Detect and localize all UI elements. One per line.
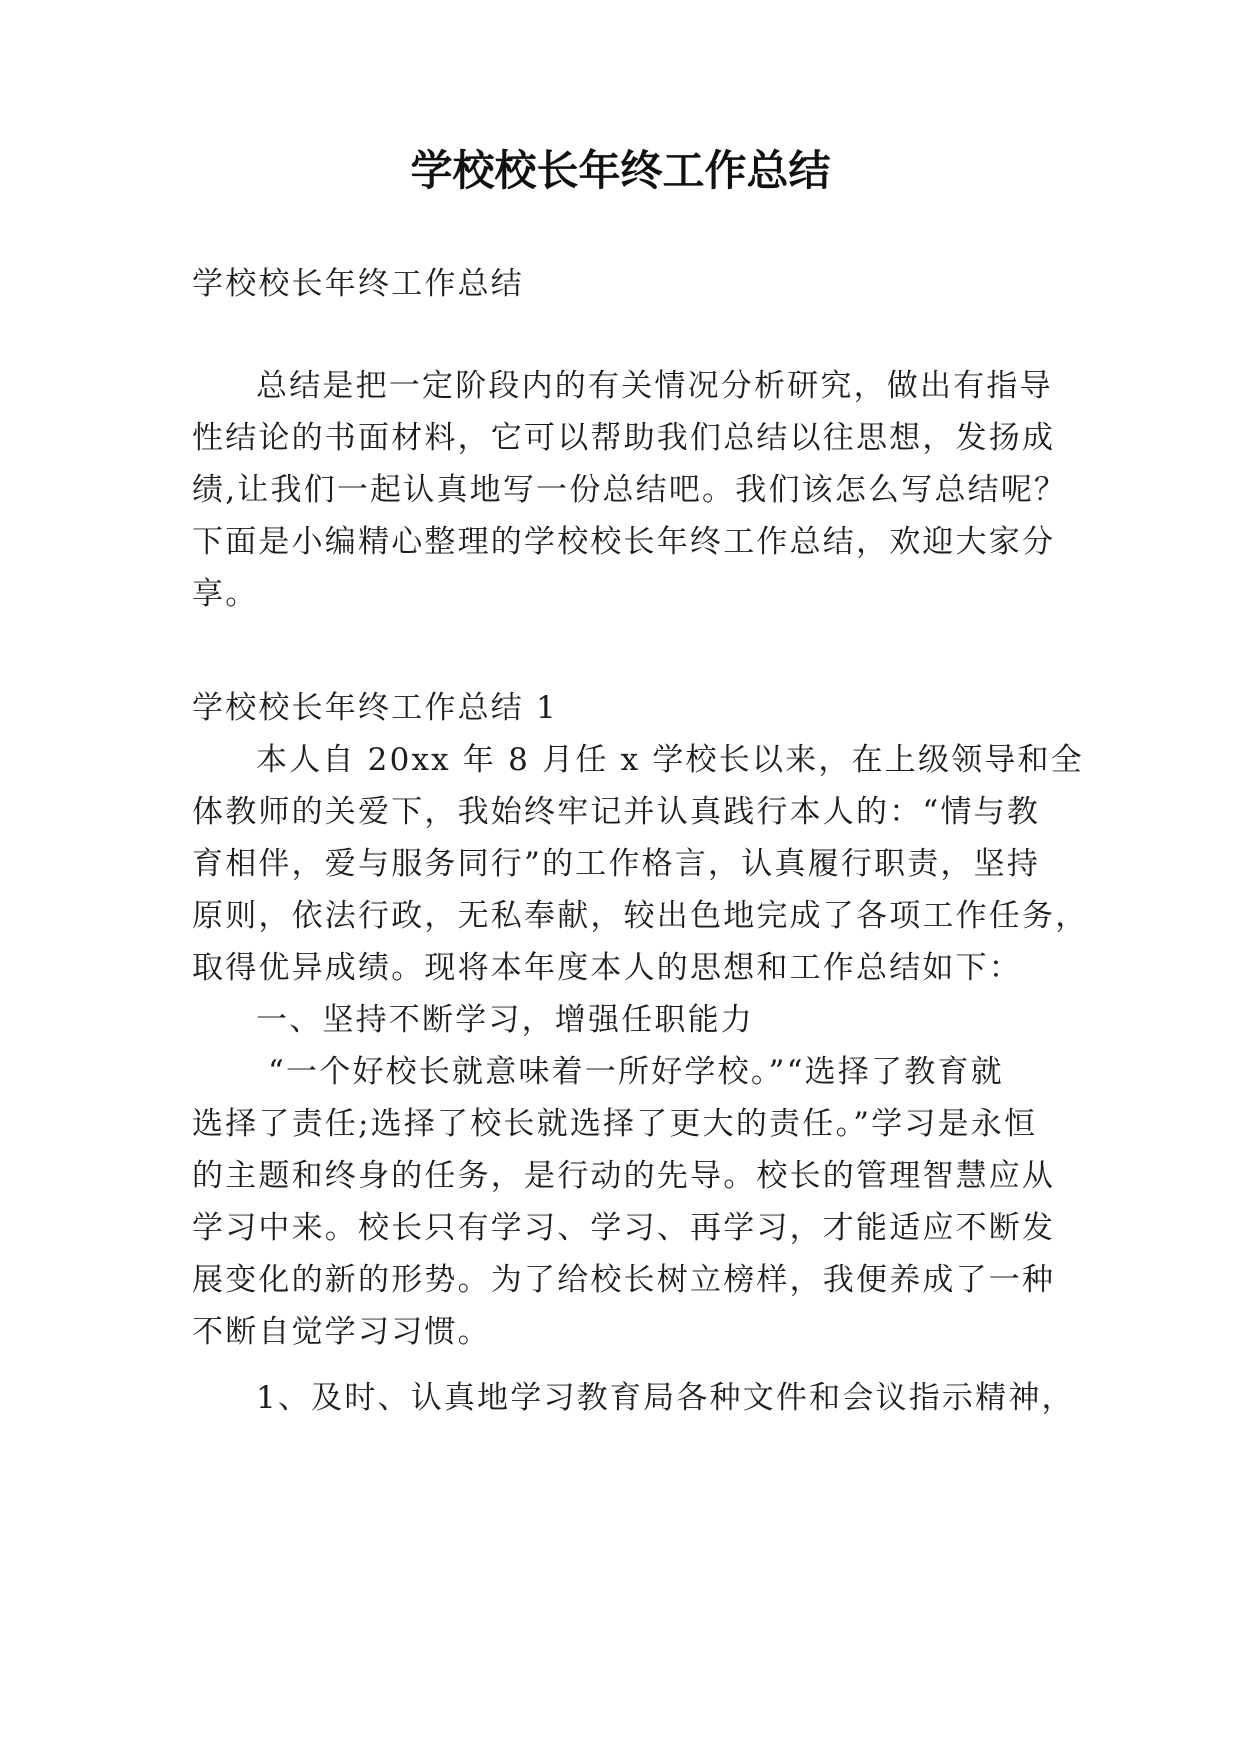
- document-subtitle: 学校校长年终工作总结: [192, 266, 524, 302]
- paragraph-line: 本人自 20xx 年 8 月任 x 学校长以来，在上级领导和全: [256, 742, 1084, 778]
- paragraph-line: 育相伴，爱与服务同行”的工作格言，认真履行职责，坚持: [192, 846, 1041, 882]
- paragraph-line: 原则，依法行政，无私奉献，较出色地完成了各项工作任务，: [192, 898, 1089, 934]
- paragraph-line: 的主题和终身的任务，是行动的先导。校长的管理智慧应从: [192, 1158, 1056, 1194]
- list-item: 1、及时、认真地学习教育局各种文件和会议指示精神，: [256, 1380, 1075, 1416]
- intro-line: 下面是小编精心整理的学校校长年终工作总结，欢迎大家分: [192, 524, 1056, 560]
- paragraph-line: 选择了责任;选择了校长就选择了更大的责任。”学习是永恒: [192, 1106, 1038, 1142]
- intro-line: 性结论的书面材料，它可以帮助我们总结以往思想，发扬成: [192, 420, 1056, 456]
- section-heading: 学校校长年终工作总结 1: [192, 690, 558, 726]
- paragraph-line: 不断自觉学习习惯。: [192, 1314, 491, 1350]
- document-title: 学校校长年终工作总结: [410, 146, 831, 195]
- paragraph-line: 体教师的关爱下，我始终牢记并认真践行本人的：“情与教: [192, 794, 1041, 830]
- paragraph-line: 学习中来。校长只有学习、学习、再学习，才能适应不断发: [192, 1210, 1056, 1246]
- intro-line: 总结是把一定阶段内的有关情况分析研究，做出有指导: [256, 368, 1053, 404]
- intro-line: 享。: [192, 576, 259, 612]
- intro-line: 绩,让我们一起认真地写一份总结吧。我们该怎么写总结呢？: [192, 472, 1068, 508]
- subheading: 一、坚持不断学习，增强任职能力: [256, 1002, 754, 1038]
- paragraph-line: 展变化的新的形势。为了给校长树立榜样，我便养成了一种: [192, 1262, 1056, 1298]
- paragraph-line: “一个好校长就意味着一所好学校。”“选择了教育就: [268, 1054, 1004, 1090]
- paragraph-line: 取得优异成绩。现将本年度本人的思想和工作总结如下：: [192, 950, 1022, 986]
